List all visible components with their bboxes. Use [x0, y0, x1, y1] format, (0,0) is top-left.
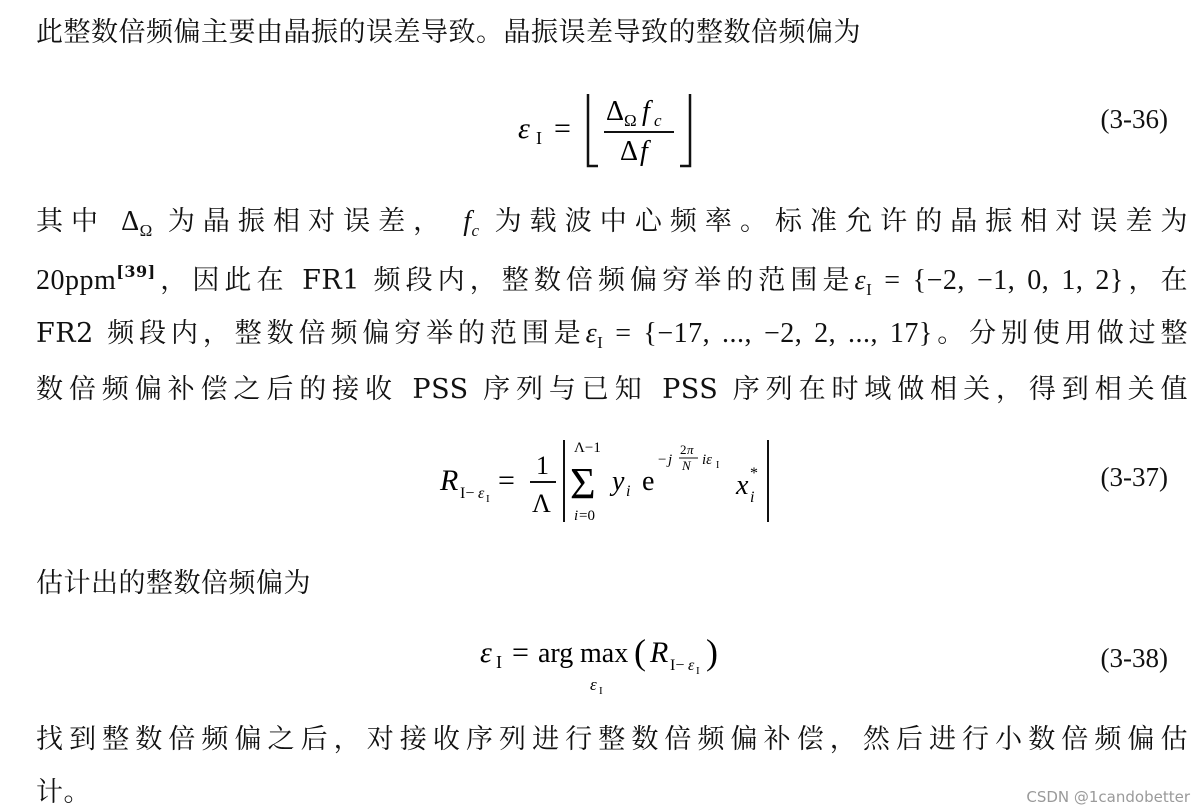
svg-text:I: I: [716, 460, 720, 471]
svg-text:i: i: [750, 489, 755, 506]
paragraph-4-line-1: 找到整数倍频偏之后，对接收序列进行整数倍频偏补偿，然后进行小数倍频偏估: [36, 724, 1188, 755]
svg-text:=0: =0: [579, 508, 595, 524]
paragraph-2-line-1: 其中 $\Delta_\Omega$ 为晶振相对误差， $f_c$ 为载波中心频率。标准允许的晶振相对误差为: [36, 206, 1189, 240]
svg-text:R: R: [650, 636, 669, 669]
paragraph-4-line-2: 计。: [36, 777, 91, 808]
svg-text:f: f: [642, 96, 650, 127]
svg-text:I−: I−: [460, 485, 475, 502]
svg-text:ε: ε: [518, 112, 530, 145]
svg-text:I: I: [599, 685, 603, 697]
svg-text:f: f: [640, 136, 648, 167]
svg-text:=: =: [498, 464, 515, 497]
svg-text:I: I: [496, 652, 502, 672]
svg-text:ε: ε: [590, 675, 597, 694]
svg-text:1: 1: [536, 451, 549, 480]
svg-text:Λ−1: Λ−1: [574, 440, 601, 456]
svg-text:j: j: [668, 452, 673, 468]
svg-text:I: I: [486, 493, 490, 505]
svg-text:ε: ε: [478, 485, 485, 502]
svg-text:I−: I−: [670, 657, 685, 674]
svg-text:I: I: [696, 665, 700, 677]
svg-text:): ): [706, 632, 718, 672]
svg-text:ε: ε: [480, 636, 492, 669]
svg-text:c: c: [654, 111, 662, 130]
paragraph-3-line: 估计出的整数倍频偏为: [36, 568, 311, 599]
svg-text:e: e: [642, 466, 655, 497]
svg-text:Σ: Σ: [570, 459, 596, 508]
citation-ref[interactable]: [39]: [116, 262, 156, 281]
svg-text:Δ: Δ: [620, 136, 639, 167]
svg-text:(: (: [634, 632, 646, 672]
svg-text:N: N: [682, 458, 691, 473]
svg-text:=: =: [554, 112, 571, 145]
svg-text:ε: ε: [688, 657, 695, 674]
csdn-watermark: CSDN @1candobetter: [1026, 788, 1190, 806]
paragraph-2-line-4: 数倍频偏补偿之后的接收 PSS 序列与已知 PSS 序列在时域做相关，得到相关值: [36, 374, 1188, 405]
equation-number: (3-37): [1100, 462, 1168, 492]
svg-text:Λ: Λ: [532, 489, 551, 518]
paragraph-2-line-2: 20ppm[39]，因此在 FR1 频段内，整数倍频偏穷举的范围是$\varepsilon_I = \{-2$, −1, 0, 1, 2}，在: [36, 262, 1189, 299]
equation-number: (3-38): [1100, 643, 1168, 673]
svg-text:=: =: [512, 636, 529, 669]
svg-text:max: max: [580, 638, 629, 669]
svg-text:x: x: [736, 470, 749, 501]
svg-text:iε: iε: [702, 452, 713, 468]
svg-text:*: *: [750, 465, 758, 482]
svg-text:arg: arg: [538, 638, 574, 669]
svg-text:i: i: [626, 483, 631, 500]
svg-text:y: y: [612, 466, 625, 497]
svg-text:−: −: [658, 452, 667, 468]
svg-text:π: π: [687, 442, 694, 457]
paragraph-2-line-3: FR2 频段内，整数倍频偏穷举的范围是$\varepsilon_I = \{-17$, ..., −2, 2, ..., 17}。分别使用做过整: [36, 318, 1189, 352]
svg-text:2: 2: [680, 442, 687, 457]
svg-text:Δ: Δ: [606, 96, 625, 127]
svg-text:R: R: [440, 464, 459, 497]
equation-number: (3-36): [1100, 104, 1168, 134]
svg-text:I: I: [536, 128, 542, 148]
paragraph-1-line: 此整数倍频偏主要由晶振的误差导致。晶振误差导致的整数倍频偏为: [36, 17, 861, 48]
svg-text:Ω: Ω: [624, 111, 637, 130]
svg-text:i: i: [574, 508, 579, 524]
